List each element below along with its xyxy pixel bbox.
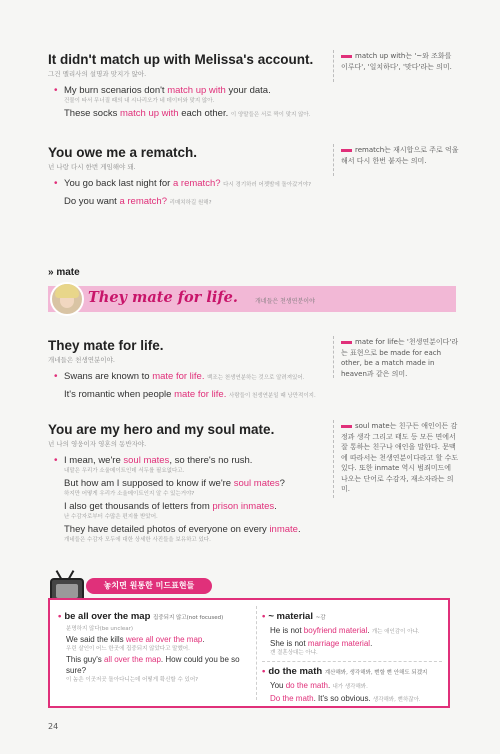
expression-example: She is not marriage material. <box>270 639 373 648</box>
entry-translation: 넌 나의 영웅이자 영혼의 동반자야. <box>48 440 147 448</box>
example-line: It's romantic when people mate for life. 사람들이 천생연분일 때 낭만적이지. <box>64 389 316 400</box>
entry-translation: 개네들은 천생연분이야. <box>48 356 115 364</box>
expression-example-translation: 이 놈은 이곳저곳 돌아다니는데 어떻게 확신할 수 있어? <box>66 677 199 683</box>
expression-example: We said the kills were all over the map. <box>66 635 205 644</box>
divider <box>333 420 334 498</box>
expression-term: • be all over the map 집중되지 않고(not focused) <box>58 611 224 622</box>
entry-heading: They mate for life. <box>48 338 164 353</box>
expression-example: He is not boyfriend material. 개는 애인감이 아냐. <box>270 626 420 635</box>
portrait-image <box>50 282 84 316</box>
sidenote: match up with는 '~와 조화를 이루다', '일치하다', '맞다'라는 의미. <box>341 52 452 71</box>
example-line: But how am I supposed to know if we're soul mates? <box>64 478 285 489</box>
example-line: • I mean, we're soul mates, so there's no rush. <box>54 455 253 466</box>
expression-example-translation: 우린 살인이 어느 한곳에 집중되지 않았다고 말했어. <box>66 646 190 652</box>
section-pill: 놓치면 원통한 미드표현들 <box>86 578 212 594</box>
example-line: Do you want a rematch? 리매치하길 원해? <box>64 196 212 207</box>
example-line: These socks match up with each other. 이 양말들은 서로 짝이 맞지 않아. <box>64 108 311 119</box>
expression-box <box>48 598 450 708</box>
example-translation: 내말은 우리가 소울메이트인데 서두를 필요없다고. <box>64 468 185 474</box>
box-left-column <box>58 610 250 685</box>
section-label: » mate <box>48 267 80 278</box>
example-line: • Swans are known to mate for life. 백조는 천생연분하는 것으로 알려져있어. <box>54 371 305 382</box>
banner-subtitle: 개네들은 천생연분이야 <box>255 298 315 305</box>
example-translation: 하지만 어떻게 우리가 소울메이트인지 알 수 있는거야? <box>64 491 195 497</box>
example-line: They have detailed photos of everyone on every inmate. <box>64 524 301 535</box>
expression-example: Do the math. It's so obvious. 생각해봐, 뻔하잖아. <box>270 694 421 703</box>
box-right-column <box>262 610 442 706</box>
entry-heading: You are my hero and my soul mate. <box>48 422 275 437</box>
expression-term: • ~ material ~감 <box>262 611 326 622</box>
entry-rematch <box>48 145 320 209</box>
expression-example: This guy's all over the map. How could you be so sure? <box>66 655 240 675</box>
example-line: • You go back last night for a rematch? 다시 경기하러 어젯밤에 돌아갔거야? <box>54 178 312 189</box>
box-divider <box>256 606 257 700</box>
sidenote: rematch는 재시합으로 주로 억울해서 다시 한번 붙자는 의미. <box>341 146 459 165</box>
expression-example-translation: 걘 결혼상대는 아냐. <box>270 650 318 656</box>
expression-example: You do the math. 내가 생각해봐. <box>270 681 368 690</box>
entry-heading: You owe me a rematch. <box>48 145 198 160</box>
divider <box>333 50 334 82</box>
sidenote: mate for life는 '천생연분이다'라는 표현으로 be made for each other, be a match made in heaven과 같은 의미. <box>341 338 459 378</box>
expression-term: • do the math 계산해봐, 생각해봐, 뻔할 뻔 안해도 되겠지 <box>262 666 428 677</box>
example-translation: 난 수감자로부터 수많은 편지를 받았어. <box>64 514 158 520</box>
page-number: 24 <box>48 722 59 731</box>
divider <box>333 144 334 176</box>
example-line: I also get thousands of letters from prison inmates. <box>64 501 277 512</box>
example-line: • My burn scenarios don't match up with your data. <box>54 85 271 96</box>
expression-meaning: 분명하지 않다(be unclear) <box>66 626 134 632</box>
entry-mate-for-life <box>48 338 320 402</box>
banner-title: They mate for life. <box>88 289 238 306</box>
entry-match-up <box>48 52 320 121</box>
example-translation: 건물이 타서 무너질 때의 내 시나리오가 네 데이터와 맞지 않아. <box>64 98 215 104</box>
entry-translation: 그건 멜리사의 설명과 맞지가 않아. <box>48 70 147 78</box>
divider <box>333 336 334 378</box>
sidenote: soul mate는 친구든 애인이든 감정과 생각 그리고 태도 등 모든 면에서 잘 통하는 친구나 애인을 말한다. 문맥에 따라서는 천생연분이다라고 할 수도 있다. 또한 inmate 역시 범죄미드에 나오는 단어로 수감자, 재소자라는 의미. <box>341 422 459 493</box>
entry-translation: 넌 나랑 다시 한번 게임해야 돼. <box>48 163 136 171</box>
example-translation: 개네들은 수감자 모두에 대한 상세한 사진들을 보유하고 있다. <box>64 537 211 543</box>
banner <box>48 286 456 312</box>
entry-soul-mate <box>48 422 320 547</box>
entry-heading: It didn't match up with Melissa's account. <box>48 52 314 67</box>
